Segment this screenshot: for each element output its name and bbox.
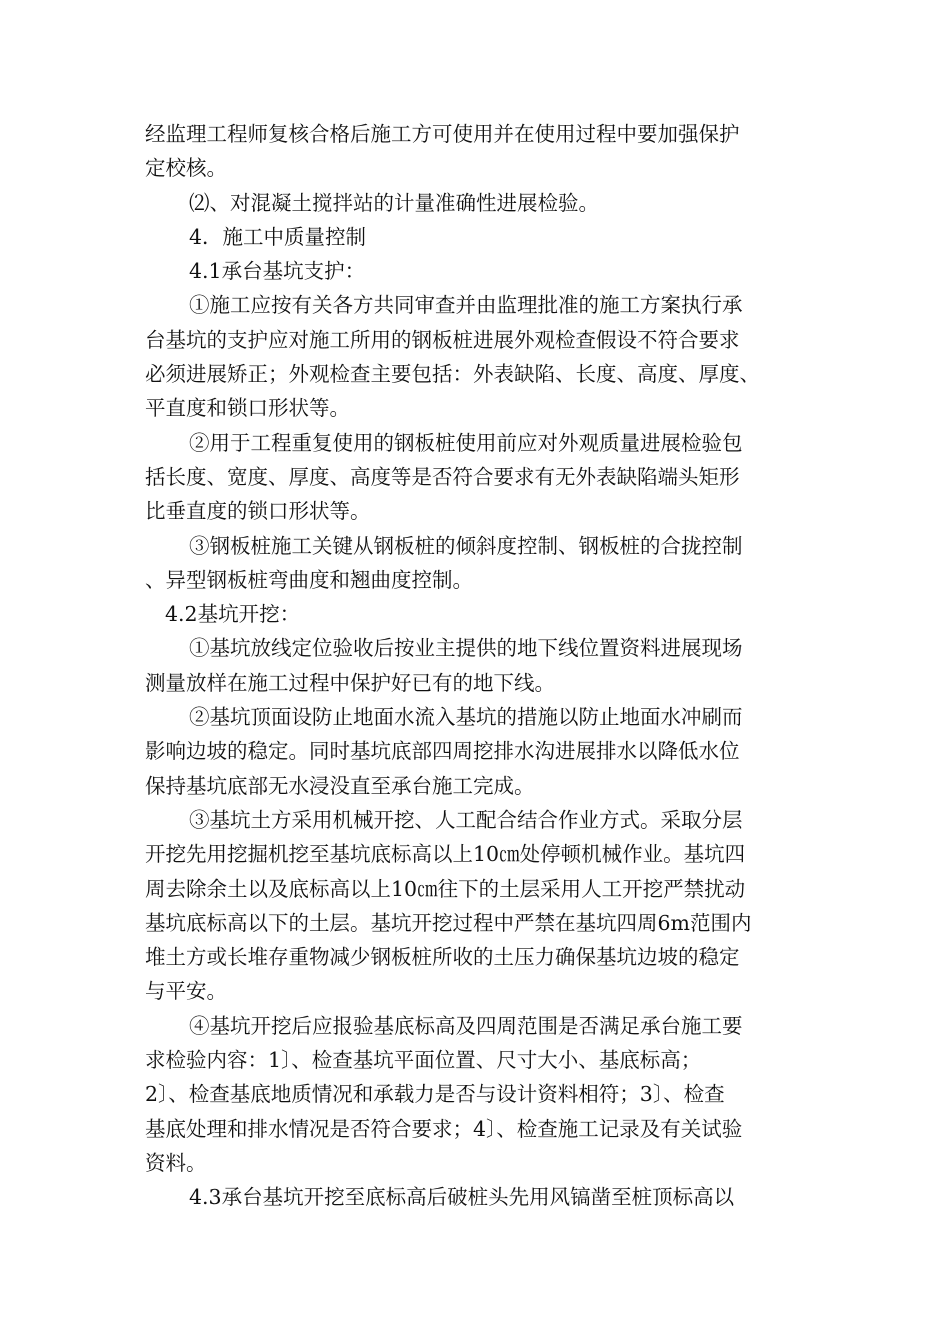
text-line: 基坑底标高以下的土层。基坑开挖过程中严禁在基坑四周6m范围内: [145, 910, 752, 935]
text-line: 开挖先用挖掘机挖至基坑底标高以上10㎝处停顿机械作业。基坑四: [145, 842, 746, 867]
text-line: 平直度和锁口形状等。: [145, 396, 350, 421]
text-line: 必须进展矫正；外观检查主要包括：外表缺陷、长度、高度、厚度、: [145, 362, 760, 387]
text-line: ⑵、对混凝土搅拌站的计量准确性进展检验。: [189, 190, 599, 215]
text-line: ③钢板桩施工关键从钢板桩的倾斜度控制、钢板桩的合拢控制: [189, 533, 743, 558]
text-line: ②基坑顶面设防止地面水流入基坑的措施以防止地面水冲刷而: [189, 705, 743, 730]
document-body: [145, 117, 810, 1215]
text-line: 测量放样在施工过程中保护好已有的地下线。: [145, 670, 555, 695]
text-line: 台基坑的支护应对施工所用的钢板桩进展外观检查假设不符合要求: [145, 327, 740, 352]
text-line: ②用于工程重复使用的钢板桩使用前应对外观质量进展检验包: [189, 430, 743, 455]
subsection-heading: 4.3承台基坑开挖至底标高后破桩头先用风镐凿至桩顶标高以: [189, 1185, 735, 1210]
section-heading: 4．施工中质量控制: [189, 224, 367, 249]
text-line: 堆土方或长堆存重物减少钢板桩所收的土压力确保基坑边坡的稳定: [145, 945, 740, 970]
text-line: ①基坑放线定位验收后按业主提供的地下线位置资料进展现场: [189, 636, 743, 661]
text-line: 保持基坑底部无水浸没直至承台施工完成。: [145, 773, 535, 798]
text-line: ④基坑开挖后应报验基底标高及四周范围是否满足承台施工要: [189, 1013, 743, 1038]
text-line: ①施工应按有关各方共同审查并由监理批准的施工方案执行承: [189, 293, 743, 318]
text-line: 求检验内容：1〕、检查基坑平面位置、尺寸大小、基底标高；: [145, 1048, 702, 1073]
text-line: 、异型钢板桩弯曲度和翘曲度控制。: [145, 567, 473, 592]
text-line: 影响边坡的稳定。同时基坑底部四周挖排水沟进展排水以降低水位: [145, 739, 740, 764]
subsection-heading: 4.2基坑开挖：: [165, 602, 301, 627]
text-line: 资料。: [145, 1150, 207, 1175]
text-line: 定校核。: [145, 156, 227, 181]
text-line: 周去除余土以及底标高以上10㎝往下的土层采用人工开挖严禁扰动: [145, 876, 746, 901]
text-line: 括长度、宽度、厚度、高度等是否符合要求有无外表缺陷端头矩形: [145, 464, 740, 489]
text-line: 经监理工程师复核合格后施工方可使用并在使用过程中要加强保护: [145, 122, 740, 146]
subsection-heading: 4.1承台基坑支护：: [189, 259, 366, 284]
text-line: 比垂直度的锁口形状等。: [145, 499, 371, 524]
text-line: 基底处理和排水情况是否符合要求；4〕、检查施工记录及有关试验: [145, 1116, 743, 1141]
text-line: 2〕、检查基底地质情况和承载力是否与设计资料相符；3〕、检查: [145, 1082, 725, 1107]
text-line: ③基坑土方采用机械开挖、人工配合结合作业方式。采取分层: [189, 807, 743, 832]
text-line: 与平安。: [145, 979, 227, 1004]
